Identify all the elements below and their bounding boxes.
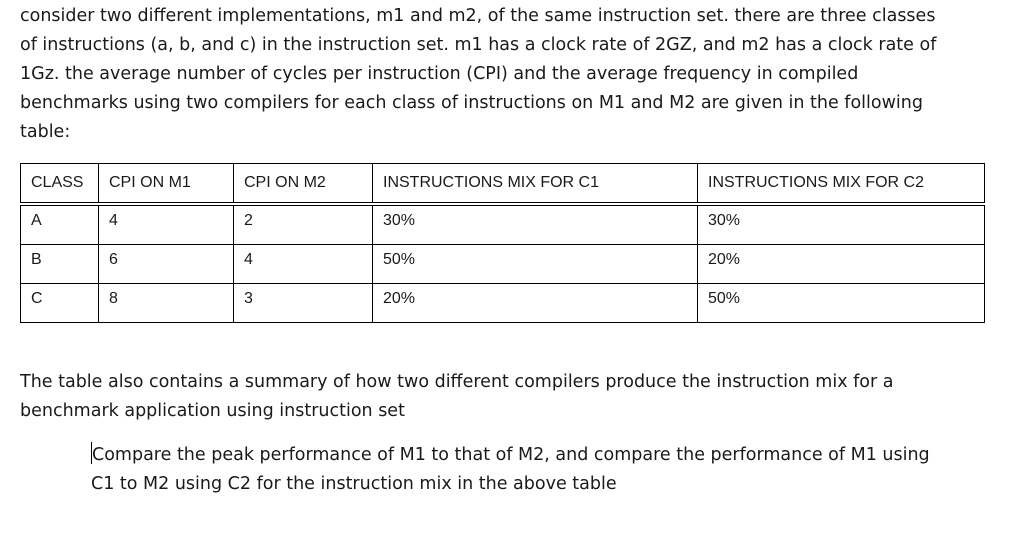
question-line-2: C1 to M2 using C2 for the instruction mix in the above table	[91, 474, 617, 494]
table-cell: A	[21, 204, 99, 245]
header-mix-c1: INSTRUCTIONS MIX FOR C1	[373, 164, 698, 205]
intro-line: benchmarks using two compilers for each class of instructions on M1 and M2 are given in the following	[20, 93, 923, 113]
intro-line: table:	[20, 122, 71, 142]
table-cell: B	[21, 245, 99, 284]
table-header-row	[21, 164, 985, 205]
header-cpi-m1: CPI ON M1	[99, 164, 234, 205]
table-cell: 50%	[698, 284, 985, 323]
table-cell: 6	[99, 245, 234, 284]
summary-line: benchmark application using instruction set	[20, 401, 405, 421]
intro-line: of instructions (a, b, and c) in the instruction set. m1 has a clock rate of 2GZ, and m2 has a clock rate of	[20, 35, 937, 55]
instruction-table	[20, 163, 985, 323]
header-class: CLASS	[21, 164, 99, 205]
table-cell: 4	[99, 204, 234, 245]
question-paragraph[interactable]	[91, 441, 991, 499]
table-cell: 2	[234, 204, 373, 245]
table-cell: 20%	[373, 284, 698, 323]
table-row	[21, 284, 985, 323]
summary-paragraph	[20, 368, 980, 426]
header-cpi-m2: CPI ON M2	[234, 164, 373, 205]
header-mix-c2: INSTRUCTIONS MIX FOR C2	[698, 164, 985, 205]
table-cell: 8	[99, 284, 234, 323]
question-line-1: Compare the peak performance of M1 to that of M2, and compare the performance of M1 using	[91, 441, 991, 470]
summary-line: The table also contains a summary of how two different compilers produce the instruction mix for a	[20, 372, 894, 392]
intro-line: 1Gz. the average number of cycles per instruction (CPI) and the average frequency in compiled	[20, 64, 859, 84]
table-cell: C	[21, 284, 99, 323]
table-cell: 4	[234, 245, 373, 284]
table-cell: 30%	[373, 204, 698, 245]
intro-paragraph	[20, 2, 980, 147]
table-row	[21, 204, 985, 245]
table-cell: 20%	[698, 245, 985, 284]
table-cell: 50%	[373, 245, 698, 284]
intro-line: consider two different implementations, m1 and m2, of the same instruction set. there are three classes	[20, 6, 936, 26]
table-cell: 3	[234, 284, 373, 323]
table-cell: 30%	[698, 204, 985, 245]
table-row	[21, 245, 985, 284]
